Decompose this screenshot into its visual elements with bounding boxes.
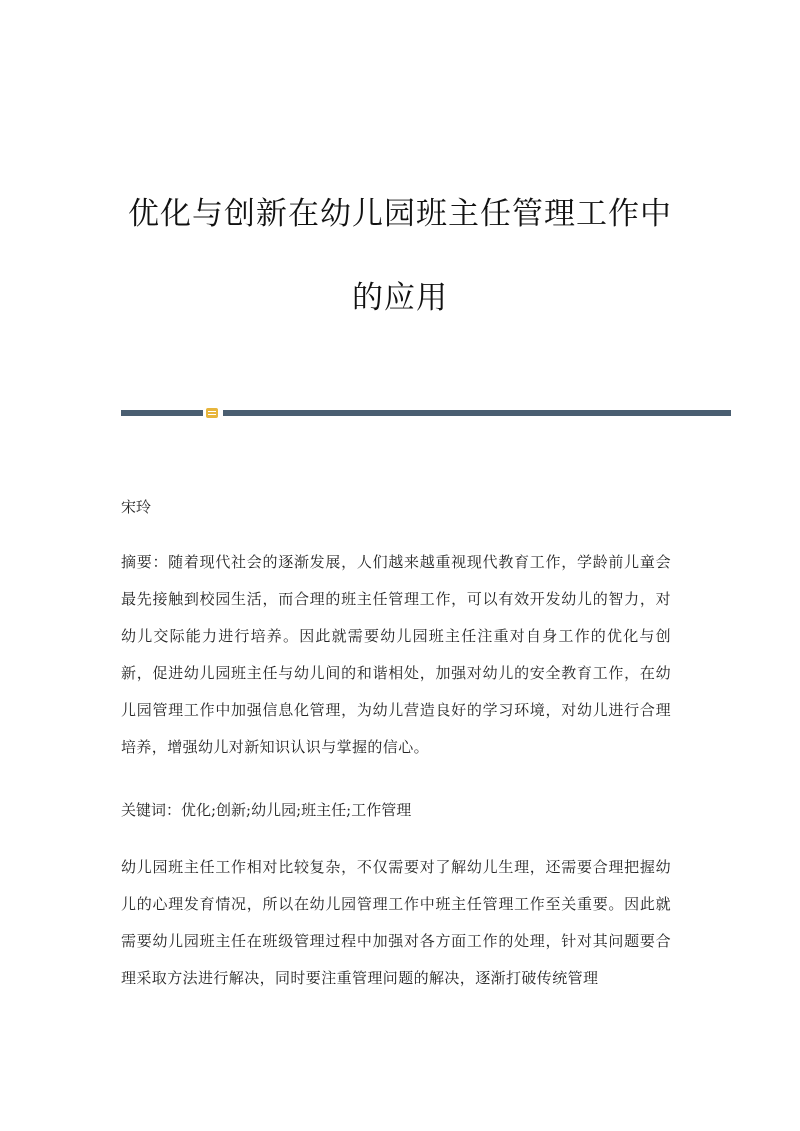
keywords-line: 关键词：优化;创新;幼儿园;班主任;工作管理 xyxy=(121,801,412,819)
author-name: 宋玲 xyxy=(121,498,152,516)
title-divider xyxy=(121,407,731,419)
title-line-1: 优化与创新在幼儿园班主任管理工作中 xyxy=(128,196,672,232)
title-line-2: 的应用 xyxy=(352,280,448,316)
divider-bar-left xyxy=(121,410,203,416)
document-emblem-icon xyxy=(206,408,218,418)
abstract-paragraph: 摘要：随着现代社会的逐渐发展，人们越来越重视现代教育工作，学龄前儿童会最先接触到校园生活，而合理的班主任管理工作，可以有效开发幼儿的智力，对幼儿交际能力进行培养。因此就需要幼儿园班主任注重对自身工作的优化与创新，促进幼儿园班主任与幼儿间的和谐相处，加强对幼儿的安全教育工作，在幼儿园管理工作中加强信息化管理，为幼儿营造良好的学习环境，对幼儿进行合理培养，增强幼儿对新知识认识与掌握的信心。 xyxy=(121,553,671,756)
divider-bar-right xyxy=(223,410,731,416)
body-paragraph: 幼儿园班主任工作相对比较复杂，不仅需要对了解幼儿生理，还需要合理把握幼儿的心理发育情况，所以在幼儿园管理工作中班主任管理工作至关重要。因此就需要幼儿园班主任在班级管理过程中加强对各方面工作的处理，针对其问题要合理采取方法进行解决，同时要注重管理问题的解决，逐渐打破传统管理 xyxy=(121,858,671,987)
